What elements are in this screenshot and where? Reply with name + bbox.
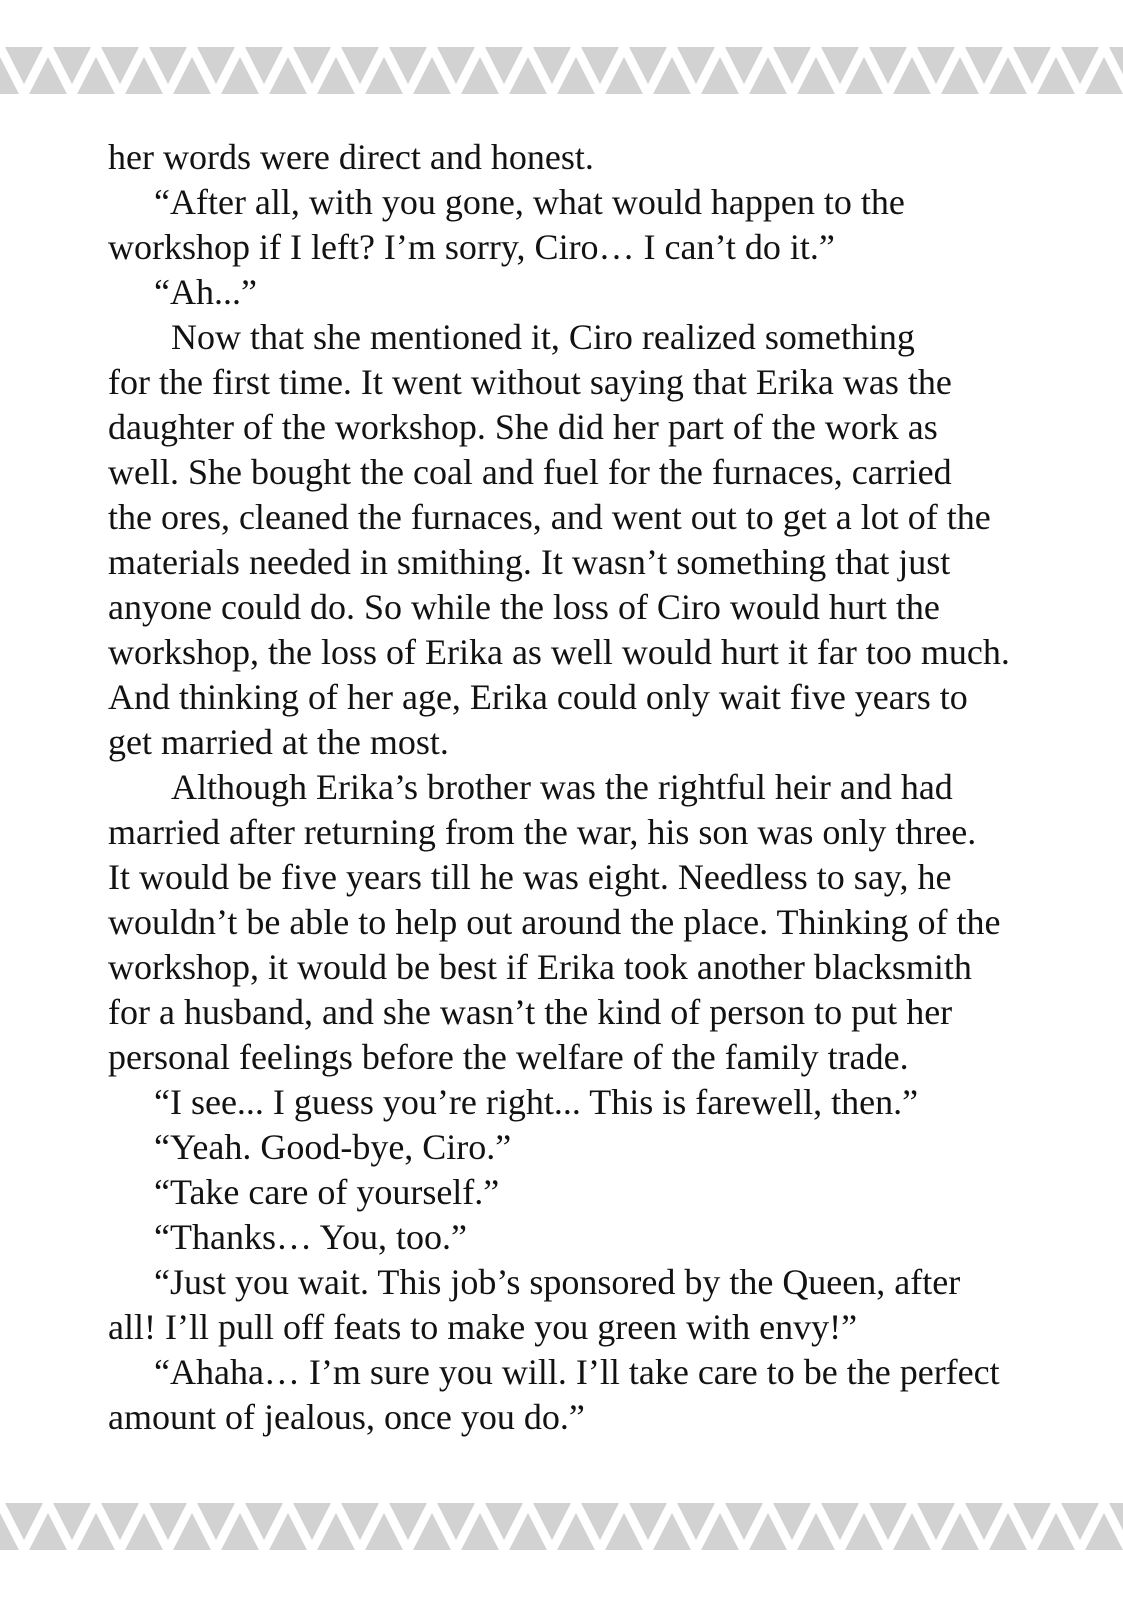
text-line: “Ahaha… I’m sure you will. I’ll take care to be the perfect xyxy=(154,1352,1000,1392)
text-line: all! I’ll pull off feats to make you green with envy!” xyxy=(108,1307,858,1347)
text-line: “Thanks… You, too.” xyxy=(154,1217,467,1257)
text-line: anyone could do. So while the loss of Ciro would hurt the xyxy=(108,587,940,627)
text-line: workshop, it would be best if Erika took another blacksmith xyxy=(108,947,972,987)
text-line: “Yeah. Good-bye, Ciro.” xyxy=(154,1127,512,1167)
text-line: amount of jealous, once you do.” xyxy=(108,1397,585,1437)
bottom-triangle-border xyxy=(0,1503,1123,1550)
text-line: And thinking of her age, Erika could only wait five years to xyxy=(108,677,968,717)
text-line: “Take care of yourself.” xyxy=(154,1172,500,1212)
text-line: Now that she mentioned it, Ciro realized something xyxy=(171,317,915,357)
text-line: “After all, with you gone, what would happen to the xyxy=(154,182,905,222)
page-text xyxy=(108,135,1068,1440)
text-line: Although Erika’s brother was the rightful heir and had xyxy=(171,767,953,807)
text-line: her words were direct and honest. xyxy=(108,137,594,177)
text-line: married after returning from the war, his son was only three. xyxy=(108,812,977,852)
text-line: personal feelings before the welfare of the family trade. xyxy=(108,1037,909,1077)
text-line: well. She bought the coal and fuel for the furnaces, carried xyxy=(108,452,952,492)
text-line: “Ah...” xyxy=(154,272,257,312)
text-line: “I see... I guess you’re right... This is farewell, then.” xyxy=(154,1082,919,1122)
text-line: daughter of the workshop. She did her part of the work as xyxy=(108,407,938,447)
text-line: workshop, the loss of Erika as well would hurt it far too much. xyxy=(108,632,1010,672)
text-line: “Just you wait. This job’s sponsored by the Queen, after xyxy=(154,1262,961,1302)
top-triangle-border xyxy=(0,47,1123,94)
text-line: workshop if I left? I’m sorry, Ciro… I can’t do it.” xyxy=(108,227,835,267)
text-line: the ores, cleaned the furnaces, and went out to get a lot of the xyxy=(108,497,991,537)
text-line: wouldn’t be able to help out around the place. Thinking of the xyxy=(108,902,1001,942)
text-line: It would be five years till he was eight. Needless to say, he xyxy=(108,857,952,897)
text-line: for a husband, and she wasn’t the kind of person to put her xyxy=(108,992,953,1032)
text-line: for the first time. It went without saying that Erika was the xyxy=(108,362,952,402)
text-line: get married at the most. xyxy=(108,722,449,762)
text-line: materials needed in smithing. It wasn’t something that just xyxy=(108,542,951,582)
